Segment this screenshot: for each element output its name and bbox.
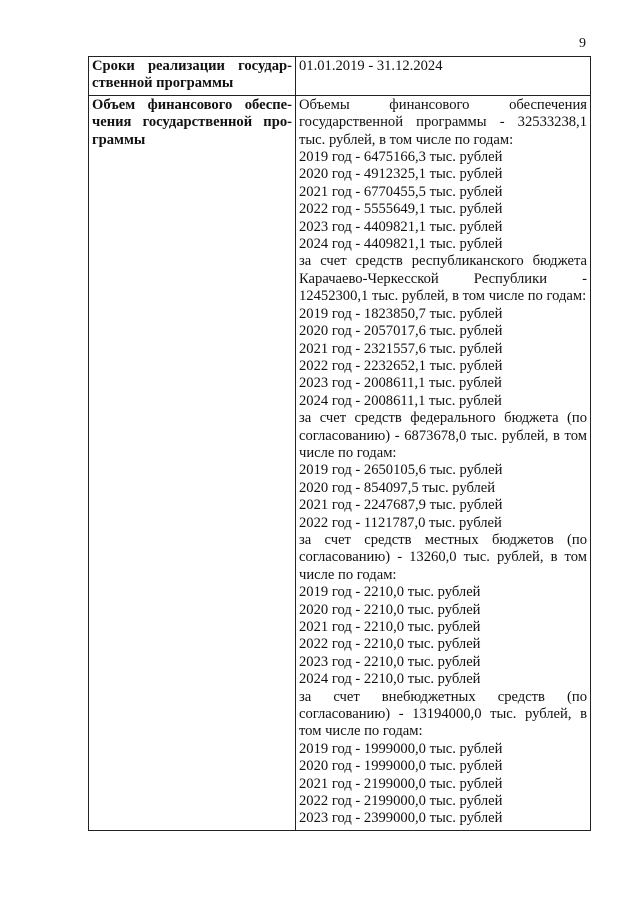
funding-volume-label: Объем финансового обеспе-чения государственной про-граммы — [89, 95, 296, 830]
extrabudgetary-years-list — [299, 741, 587, 828]
program-passport-table — [88, 56, 591, 831]
list-item: 2024 год - 4409821,1 тыс. рублей — [299, 236, 503, 253]
table-row — [89, 95, 591, 830]
list-item: 2022 год - 2210,0 тыс. рублей — [299, 636, 481, 653]
list-item: 2019 год - 1999000,0 тыс. рублей — [299, 740, 503, 757]
list-item: 2019 год - 2210,0 тыс. рублей — [299, 584, 481, 601]
list-item: 2019 год - 2650105,6 тыс. рублей — [299, 462, 503, 479]
list-item: 2021 год - 2321557,6 тыс. рублей — [299, 340, 503, 357]
republic-years-list — [299, 306, 587, 410]
list-item: 2022 год - 5555649,1 тыс. рублей — [299, 201, 503, 218]
list-item: 2023 год - 2399000,0 тыс. рублей — [299, 810, 503, 827]
list-item: 2024 год - 2210,0 тыс. рублей — [299, 671, 481, 688]
implementation-period-label: Сроки реализации государ-ственной программы — [89, 57, 296, 96]
list-item: 2019 год - 6475166,3 тыс. рублей — [299, 149, 503, 166]
federal-budget-heading: за счет средств федерального бюджета (по согласованию) - 6873678,0 тыс. рублей, в том числе по годам: — [299, 410, 587, 461]
list-item: 2020 год - 2057017,6 тыс. рублей — [299, 323, 503, 340]
list-item: 2022 год - 2232652,1 тыс. рублей — [299, 357, 503, 374]
list-item: 2023 год - 2008611,1 тыс. рублей — [299, 375, 502, 392]
list-item: 2024 год - 2008611,1 тыс. рублей — [299, 392, 502, 409]
list-item: 2020 год - 4912325,1 тыс. рублей — [299, 166, 503, 183]
page-number: 9 — [579, 36, 586, 51]
list-item: 2020 год - 1999000,0 тыс. рублей — [299, 758, 503, 775]
funding-volume-value — [296, 95, 591, 830]
list-item: 2022 год - 2199000,0 тыс. рублей — [299, 793, 503, 810]
funding-intro: Объемы финансового обеспечения государственной программы - 32533238,1 тыс. рублей, в том числе по годам: — [299, 96, 587, 148]
extrabudgetary-heading: за счет внебюджетных средств (по согласованию) - 13194000,0 тыс. рублей, в том числе по годам: — [299, 688, 587, 740]
list-item: 2023 год - 4409821,1 тыс. рублей — [299, 218, 503, 235]
list-item: 2020 год - 854097,5 тыс. рублей — [299, 479, 496, 496]
period-dates: 01.01.2019 - 31.12.2024 — [299, 58, 443, 74]
implementation-period-value — [296, 57, 591, 96]
list-item: 2021 год - 2199000,0 тыс. рублей — [299, 775, 503, 792]
total-years-list — [299, 149, 587, 253]
list-item: 2021 год - 6770455,5 тыс. рублей — [299, 183, 503, 200]
federal-years-list — [299, 462, 587, 532]
local-budget-heading: за счет средств местных бюджетов (по согласованию) - 13260,0 тыс. рублей, в том числе по годам: — [299, 531, 587, 583]
list-item: 2021 год - 2210,0 тыс. рублей — [299, 619, 481, 635]
list-item: 2019 год - 1823850,7 тыс. рублей — [299, 305, 503, 322]
list-item: 2021 год - 2247687,9 тыс. рублей — [299, 497, 503, 514]
list-item: 2020 год - 2210,0 тыс. рублей — [299, 601, 481, 618]
list-item: 2022 год - 1121787,0 тыс. рублей — [299, 514, 502, 531]
local-years-list — [299, 584, 587, 688]
republic-budget-heading: за счет средств республиканского бюджета Карачаево-Черкесской Республики - 12452300,1 тыс. рублей, в том числе по годам: — [299, 253, 587, 305]
list-item: 2023 год - 2210,0 тыс. рублей — [299, 653, 481, 670]
table-row — [89, 57, 591, 96]
